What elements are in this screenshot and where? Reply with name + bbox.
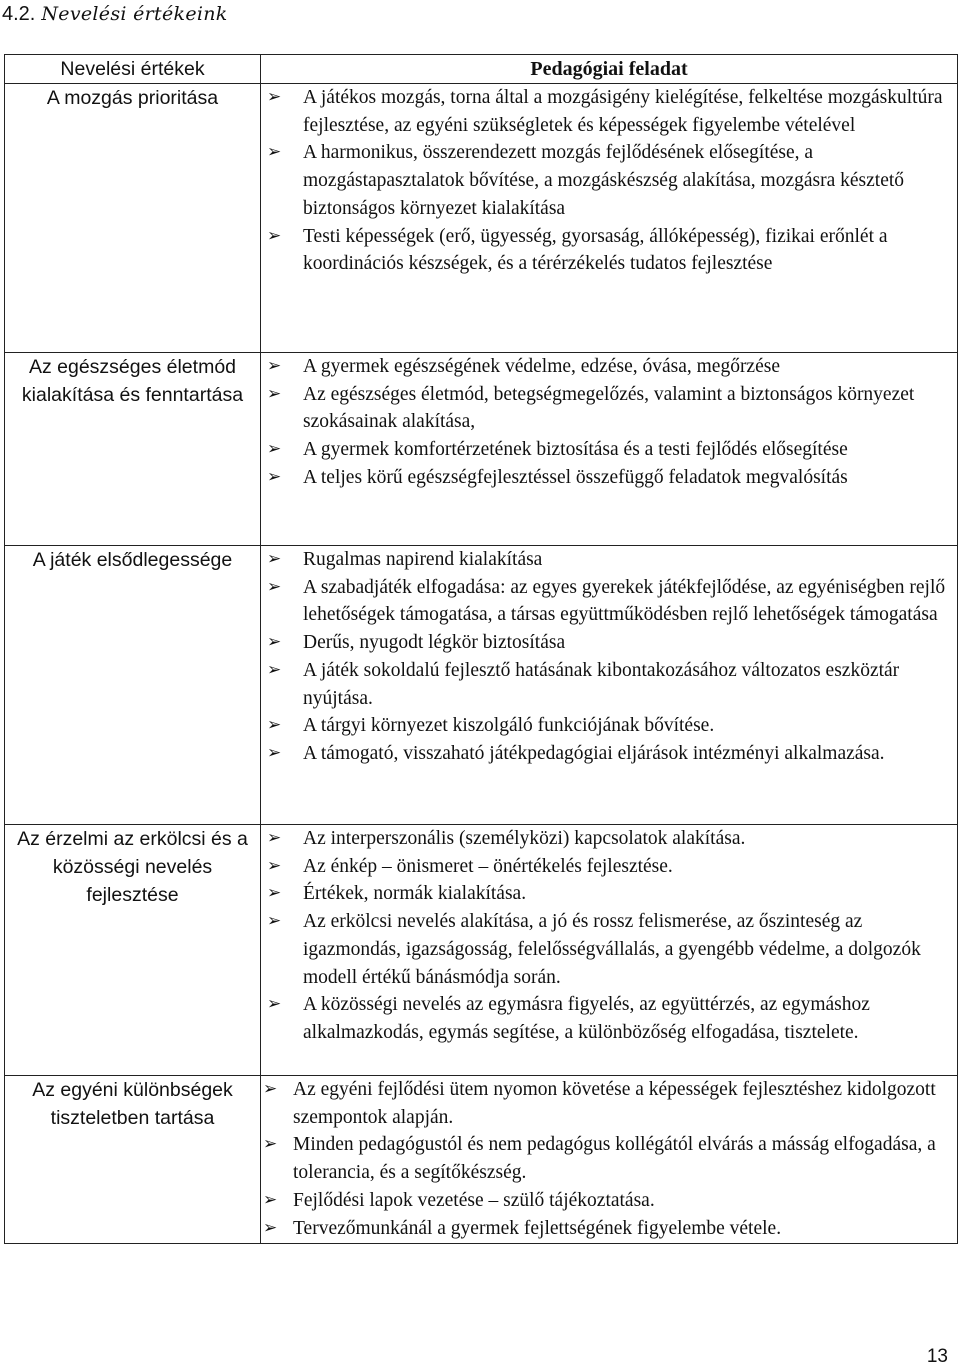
list-item: [261, 381, 957, 436]
task-list: [261, 546, 957, 768]
list-item: [261, 657, 957, 712]
arrowhead-bullet-icon: ➢: [267, 439, 282, 460]
arrowhead-bullet-icon: ➢: [263, 1134, 278, 1155]
value-label: A játék elsődlegessége: [5, 546, 261, 825]
task-list: [261, 825, 957, 1047]
arrowhead-bullet-icon: ➢: [267, 576, 282, 597]
task-text: Minden pedagógustól és nem pedagógus kollégától elvárás a másság elfogadása, a tolerancia, és a segítőkészség.: [293, 1134, 936, 1184]
section-number: 4.2.: [2, 3, 36, 25]
task-text: Az interperszonális (személyközi) kapcsolatok alakítása.: [303, 828, 746, 849]
task-list: [261, 1076, 957, 1242]
task-cell: [261, 84, 958, 353]
task-text: A támogató, visszaható játékpedagógiai eljárások intézményi alkalmazása.: [303, 742, 885, 764]
task-text: A játékos mozgás, torna által a mozgásigény kielégítése, felkeltése mozgáskultúra fejlesztése, az egyéni szükségletek és képességek figyelembe vételével: [303, 87, 943, 136]
list-item: [261, 574, 957, 629]
value-label: A mozgás prioritása: [5, 84, 261, 353]
list-item: [261, 353, 957, 381]
task-text: Az énkép – önismeret – önértékelés fejlesztése.: [303, 855, 673, 877]
arrowhead-bullet-icon: ➢: [267, 142, 282, 163]
table-header-row: [5, 55, 958, 84]
page-number: 13: [926, 1346, 948, 1367]
values-table: [4, 54, 958, 1244]
arrowhead-bullet-icon: ➢: [267, 742, 282, 763]
task-cell: [261, 353, 958, 546]
list-item: [261, 908, 957, 991]
task-text: A szabadjáték elfogadása: az egyes gyerekek játékfejlődése, az egyéniségben rejlő lehetőségek támogatása, a társas együttműködésben rejlő lehetőségek támogatása: [303, 576, 946, 626]
list-item: [261, 825, 957, 853]
arrowhead-bullet-icon: ➢: [267, 549, 282, 569]
list-item: [261, 139, 957, 222]
task-text: Az egyéni fejlődési ütem nyomon követése a képességek fejlesztéshez kidolgozott szempontok alapján.: [293, 1079, 936, 1128]
section-title: Nevelési értékeink: [41, 3, 228, 25]
task-text: A gyermek komfortérzetének biztosítása és a testi fejlődés elősegítése: [303, 439, 848, 461]
table-body: [5, 84, 958, 1244]
section-heading: [2, 0, 228, 30]
list-item: [261, 464, 957, 492]
task-text: Testi képességek (erő, ügyesség, gyorsaság, állóképesség), fizikai erőnlét a koordinációs készségek, és a térérzékelés tudatos fejlesztése: [303, 225, 888, 275]
task-list: [261, 353, 957, 492]
table-row: [5, 546, 958, 825]
table-row: [5, 84, 958, 353]
arrowhead-bullet-icon: ➢: [267, 356, 282, 376]
list-item: [261, 880, 957, 908]
arrowhead-bullet-icon: ➢: [267, 383, 282, 404]
arrowhead-bullet-icon: ➢: [267, 994, 282, 1015]
value-label: Az egészséges életmód kialakítása és fenntartása: [5, 353, 261, 546]
list-item: [261, 546, 957, 574]
task-text: A közösségi nevelés az egymásra figyelés, az együttérzés, az egymáshoz alkalmazkodás, egymás segítése, a különbözőség elfogadása, tisztelete.: [303, 994, 870, 1043]
list-item: [261, 223, 957, 278]
task-text: A teljes körű egészségfejlesztéssel összefüggő feladatok megvalósítás: [303, 466, 848, 488]
list-item: [261, 1215, 957, 1243]
table-row: [5, 353, 958, 546]
task-text: Rugalmas napirend kialakítása: [303, 549, 543, 570]
list-item: [261, 853, 957, 881]
arrowhead-bullet-icon: ➢: [267, 911, 282, 932]
arrowhead-bullet-icon: ➢: [267, 225, 282, 246]
task-cell: [261, 825, 958, 1076]
task-text: A harmonikus, összerendezett mozgás fejlődésének elősegítése, a mozgástapasztalatok bővítése, a mozgáskészség alakítása, mozgásra késztető biztonságos környezet kialakítása: [303, 142, 905, 219]
task-text: Értékek, normák kialakítása.: [303, 883, 527, 905]
header-values: Nevelési értékek: [5, 55, 261, 84]
arrowhead-bullet-icon: ➢: [267, 828, 282, 848]
task-cell: [261, 1076, 958, 1244]
task-text: A játék sokoldalú fejlesztő hatásának kibontakozásához változatos eszköztár nyújtása.: [303, 659, 900, 709]
list-item: [261, 1076, 957, 1131]
task-text: Az erkölcsi nevelés alakítása, a jó és rossz felismerése, az őszinteség az igazmondás, igazságosság, felelősségvállalás, a gyengébb védelme, a dolgozók modell értékű bánásmódja során.: [303, 911, 921, 988]
list-item: [261, 1131, 957, 1186]
arrowhead-bullet-icon: ➢: [267, 466, 282, 487]
task-text: Az egészséges életmód, betegségmegelőzés, valamint a biztonságos környezet szokásainak alakítása,: [303, 383, 915, 433]
list-item: [261, 436, 957, 464]
value-label: Az egyéni különbségek tiszteletben tartása: [5, 1076, 261, 1244]
task-text: Fejlődési lapok vezetése – szülő tájékoztatása.: [293, 1189, 655, 1211]
task-text: Tervezőmunkánál a gyermek fejlettségének figyelembe vétele.: [293, 1217, 782, 1239]
arrowhead-bullet-icon: ➢: [263, 1189, 278, 1210]
task-text: A gyermek egészségének védelme, edzése, óvása, megőrzése: [303, 356, 780, 377]
arrowhead-bullet-icon: ➢: [263, 1079, 278, 1099]
arrowhead-bullet-icon: ➢: [267, 659, 282, 680]
table-row: [5, 1076, 958, 1244]
list-item: [261, 712, 957, 740]
arrowhead-bullet-icon: ➢: [267, 715, 282, 736]
arrowhead-bullet-icon: ➢: [267, 883, 282, 904]
list-item: [261, 740, 957, 768]
list-item: [261, 84, 957, 139]
header-tasks: Pedagógiai feladat: [261, 55, 958, 84]
value-label: Az érzelmi az erkölcsi és a közösségi nevelés fejlesztése: [5, 825, 261, 1076]
task-text: Derűs, nyugodt légkör biztosítása: [303, 632, 566, 654]
list-item: [261, 629, 957, 657]
table-row: [5, 825, 958, 1076]
task-text: A tárgyi környezet kiszolgáló funkciójának bővítése.: [303, 715, 715, 737]
task-cell: [261, 546, 958, 825]
task-list: [261, 84, 957, 278]
list-item: [261, 1187, 957, 1215]
arrowhead-bullet-icon: ➢: [267, 855, 282, 876]
list-item: [261, 991, 957, 1046]
arrowhead-bullet-icon: ➢: [263, 1217, 278, 1238]
arrowhead-bullet-icon: ➢: [267, 632, 282, 653]
arrowhead-bullet-icon: ➢: [267, 87, 282, 107]
